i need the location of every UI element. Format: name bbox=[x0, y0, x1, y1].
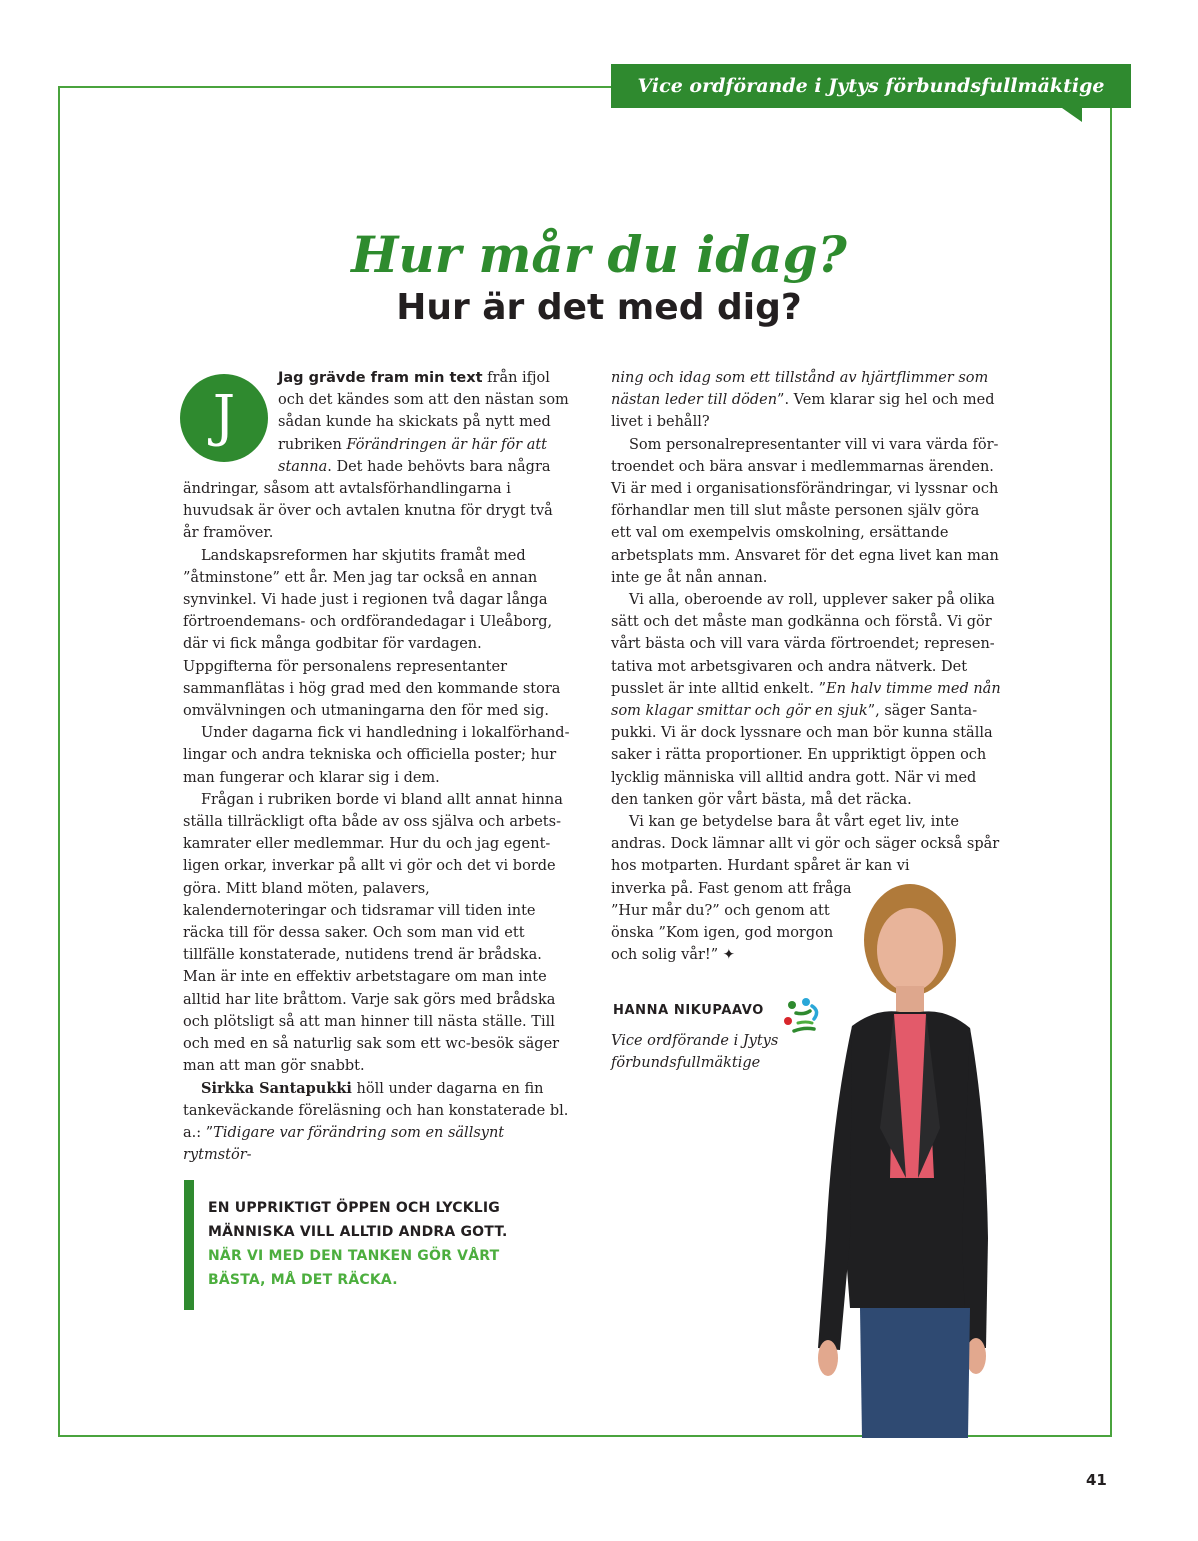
text-column-right bbox=[611, 367, 1001, 966]
paragraph: Under dagarna fick vi handledning i lokalförhandlingar och andra tekniska och officiella poster; hur man fungerar och klarar sig i dem. bbox=[183, 725, 570, 786]
text: ”Hur mår du?” och genom att bbox=[611, 902, 830, 919]
lead-in: Jag grävde fram min text bbox=[278, 370, 483, 386]
text: önska ”Kom igen, god morgon bbox=[611, 925, 834, 942]
dropcap: J bbox=[180, 374, 268, 462]
text: ”. Vem klarar sig hel och med livet i behåll? bbox=[611, 392, 995, 431]
pullquote-green: NÄR VI MED DEN TANKEN GÖR VÅRT BÄSTA, MÅ DET RÄCKA. bbox=[208, 1248, 500, 1288]
portrait-photo bbox=[810, 878, 1000, 1438]
text: höll under dagarna en fin tankeväckande föreläsning och han konstaterade bl. a.: ” bbox=[183, 1080, 569, 1141]
author-role: Vice ordförande i Jytys förbundsfullmäktige bbox=[611, 1033, 779, 1071]
section-banner: Vice ordförande i Jytys förbundsfullmäktige bbox=[611, 64, 1131, 108]
person-name: Sirkka Santapukki bbox=[201, 1079, 352, 1097]
paragraph: Landskapsreformen har skjutits framåt med ”åtminstone” ett år. Men jag tar också en annan synvinkel. Vi hade just i regionen två dagar långa förtroendemans- och ordförandedagar i Uleåborg, där vi fick många godbitar för vardagen. Uppgifterna för personalens representanter sammanflätas i hög grad med den kommande stora omvälvningen och utmaningarna den för med sig. bbox=[183, 547, 561, 720]
text-italic: Tidigare var förändring som en sällsynt rytmstör- bbox=[183, 1124, 505, 1164]
article-subtitle: Hur är det med dig? bbox=[396, 287, 802, 328]
pullquote-bar bbox=[184, 1180, 194, 1310]
paragraph bbox=[611, 367, 1001, 434]
text-italic: Förändringen är här för att stanna bbox=[278, 436, 547, 475]
paragraph: Frågan i rubriken borde vi bland allt annat hinna ställa tillräckligt ofta både av oss själva och arbetskamrater eller medlemmar. Hur du och jag egentligen orkar, inverkar på allt vi gör och det vi borde göra. Mitt bland möten, palavers, kalendernoteringar och tidsramar vill tiden inte räcka till för dessa saker. Och som man vid ett tillfälle konstaterade, nutidens trend är brådska. Man är inte en effektiv arbetstagare om man inte alltid har lite bråttom. Varje sak görs med brådska och plötsligt så att man hinner till nästa ställe. Till och med en så naturlig sak som ett wc-besök säger man att man gör snabbt. bbox=[183, 791, 563, 1075]
text: . Det hade behövts bara några ändringar, såsom att avtalsförhandlingarna i huvudsak är över och avtalen knutna för drygt två år framöver. bbox=[183, 458, 553, 542]
banner-tip bbox=[1062, 108, 1082, 122]
pullquote-dark: EN UPPRIKTIGT ÖPPEN OCH LYCKLIG MÄNNISKA VILL ALLTID ANDRA GOTT. bbox=[208, 1200, 508, 1240]
text: inverka på. Fast genom att fråga bbox=[611, 880, 852, 897]
article-title: Hur mår du idag? bbox=[351, 225, 847, 284]
author-name: HANNA NIKUPAAVO bbox=[613, 1003, 764, 1018]
page-number: 41 bbox=[1086, 1471, 1107, 1489]
text: från ifjol och det kändes som att den nästan som sådan kunde ha skickats på nytt med rubriken bbox=[278, 370, 569, 453]
text: Vi kan ge betydelse bara åt vårt eget liv, inte andras. Dock lämnar allt vi gör och säger också spår hos motparten. Hurdant spåret är kan vi bbox=[611, 814, 1000, 875]
paragraph bbox=[611, 589, 1001, 811]
text-italic: En halv timme med nån som klagar smittar och gör en sjuk bbox=[611, 680, 1001, 720]
text: Vi alla, oberoende av roll, upplever saker på olika sätt och det måste man godkänna och förstå. Vi gör vårt bästa och vill vara värda förtroendet; representativa mot arbetsgivaren och andra nätverk. Det pusslet är inte alltid enkelt. ” bbox=[611, 592, 995, 697]
pullquote bbox=[208, 1196, 548, 1292]
text: och solig vår!” ✦ bbox=[611, 947, 735, 964]
text-column-left bbox=[183, 367, 571, 1166]
paragraph: Som personalrepresentanter vill vi vara värda förtroendet och bära ansvar i medlemmarnas ärenden. Vi är med i organisationsförändringar, vi lyssnar och förhandlar men till slut måste personen själv göra ett val om exempelvis omskolning, ersättande arbetsplats mm. Ansvaret för det egna livet kan man inte ge åt nån annan. bbox=[611, 436, 999, 586]
text: ”, säger Santapukki. Vi är dock lyssnare och man bör kunna ställa saker i rätta proportioner. En uppriktigt öppen och lycklig människa vill alltid andra gott. När vi med den tanken gör vårt bästa, må det räcka. bbox=[611, 703, 993, 808]
paragraph bbox=[183, 1078, 571, 1167]
text-italic: ning och idag som ett tillstånd av hjärtflimmer som nästan leder till döden bbox=[611, 370, 989, 409]
